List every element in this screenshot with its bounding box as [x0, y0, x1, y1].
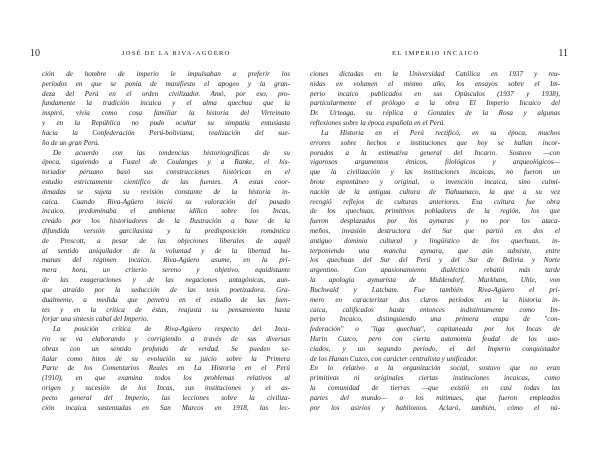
text-line: (1910), en que examina todos los problemas relativos al — [42, 374, 290, 383]
text-line: la comunidad de tierras —que existió en casi todas las — [310, 384, 560, 392]
text-line: argentino. Con apasionamiento dialéctico rebatió más tarde — [310, 266, 560, 275]
text-line: nación de la antigua cultura de Tiahuanaco, la que a su vez — [310, 187, 560, 196]
text-line: fundamente la tradición incaica y el alma quechua que la — [42, 99, 290, 108]
text-line: antiguo dominio cultural y lingüístico de los quechuas, in- — [310, 236, 560, 245]
left-page-number: 10 — [30, 48, 40, 59]
text-line: errores sobre hechos e instituciones que hoy se hallan incor- — [310, 138, 560, 147]
text-line: ciones dictadas en la Universidad Católica en 1937 y reu- — [310, 70, 560, 78]
text-line: federación" o "liga quechua", capitaneada por los Incas de — [310, 325, 560, 334]
text-line: de Prescott, a pesar de las objeciones liberales de aquél — [42, 236, 290, 245]
text-line: los quechuas del Sur del Perú y del Sur de Bolivia y Norte — [310, 256, 560, 265]
right-page — [310, 0, 568, 413]
text-line: hacia la Confederación Perú-boliviana, realización del sue- — [42, 128, 290, 137]
text-line: En lo relativo a la organización social, sostuvo que no eran — [310, 364, 560, 373]
text-line: denadas se sujeta su revisión constante de la historia in- — [42, 187, 290, 196]
text-line: de las exageraciones y de las negaciones antagónicas, aun- — [42, 276, 290, 285]
text-line: brote espontáneo y original, o invención incaica, sino culmi- — [310, 177, 560, 186]
text-line: Buchwald y Latcham. Fue también Riva-Agüero el pri- — [310, 285, 560, 294]
text-line: pecto general del Imperio, las lecciones sobre la civiliza- — [42, 393, 290, 402]
text-line: terponiendo una mancha aymara, que aún subsiste, entre — [310, 246, 560, 255]
text-line: ño de un gran Perú. — [42, 138, 100, 147]
text-line: manas del régimen incaico. Riva-Agüero asume, en la pri- — [42, 256, 290, 265]
text-line: difundida versión garcilasista y la predisposición romántica — [42, 227, 290, 235]
text-line: de los quechuas, primitivos pobladores de la región, los que — [310, 207, 560, 216]
text-line: la apología aymarista de Middendorf, Markham, Uhle, von — [310, 276, 560, 285]
text-line: períodos en que se ponía de manifiesto el apogeo y la gran- — [42, 79, 290, 88]
text-line: ñalar como hitos de su evolución su juicio sobre la Primera — [42, 354, 290, 363]
left-running-head — [30, 48, 290, 60]
text-line: época, siguiendo a Fustel de Coulanges y a Ranke, el his- — [42, 158, 290, 167]
text-line: toriador peruano basó sus construcciones históricas en el — [42, 168, 290, 177]
text-line: incaico, predominaba el ambiente idílico sobre los Incas, — [42, 207, 290, 216]
text-line: Dr. Urteaga, su réplica a Gonzales de la Rosa y algunas — [310, 109, 560, 118]
text-line: reflexiones sobre la época española en el Perú. — [310, 119, 446, 128]
text-line: fueron desplazados por los aymaras y no por los ataca- — [310, 217, 560, 226]
text-line: perio Incaico, distinguiendo una primera etapa de "con- — [310, 315, 560, 324]
text-line: De acuerdo con las tendencias historiográficas de su — [53, 148, 290, 157]
text-line: vigorosos argumentos étnicos, filológicos y arqueológicos— — [310, 158, 560, 167]
text-line: y en la República no pudo ocultar su simpatía entusiasta — [42, 119, 290, 128]
text-line: inspiró, vivía como cosa familiar la historia del Virreinato — [42, 109, 290, 118]
text-line: estudio estrictamente científico de las fuentes. A estas coor- — [42, 177, 290, 186]
text-line: al sentido aniquilador de la voluntad y de la libertad hu- — [42, 246, 290, 255]
text-line: caica, calificados hasta entonces indistintamente como Im- — [310, 305, 560, 314]
text-line: dualmente, a medida que penetra en el estudio de las fuen- — [42, 295, 290, 304]
text-line: que atraído por la seducción de las tesis poetizadora. Gra- — [42, 285, 290, 294]
right-running-title: EL IMPERIO INCAICO — [392, 50, 480, 57]
text-line: mero en caracterizar dos claros períodos en la historia in- — [310, 295, 560, 304]
text-line: Parte de los Comentarios Reales en La Historia en el Perú — [42, 364, 290, 373]
text-line: ción incaica sustentadas en San Marcos en 1918, las lec- — [42, 403, 290, 412]
text-line: primitivas ni originales ciertas instituciones incaicas, como — [310, 374, 560, 383]
text-line: por los asirios y babilonios. Aclaró, también, cómo el nú- — [310, 403, 560, 412]
right-page-number: 11 — [558, 48, 568, 59]
text-line: meños, invasión destructora del Sur que partió en dos el — [310, 227, 560, 235]
text-line: recogió reflejos de culturas anteriores. Esa cultura fue obra — [310, 197, 560, 206]
text-line: porados a la estimativa general del Incario. Sostuvo —con — [310, 148, 560, 157]
text-line: origen y sucesión de los Incas, sus instituciones y el as- — [42, 384, 290, 392]
text-line: mera hora, un criterio sereno y objetivo, equidistante — [42, 266, 290, 275]
text-line: La Historia en el Perú rectificó, en su época, muchos — [321, 128, 560, 137]
text-line: particularmente el prólogo a la obra El Imperio Incaico del — [310, 99, 560, 108]
text-line: perio incaico publicados en sus Opúsculos (1937 y 1938), — [310, 89, 560, 98]
text-line: nidas en volumen el mismo año, los ensayos sobre el Im- — [310, 79, 560, 88]
text-line: caica. Cuando Riva-Agüero inició su valoración del pasado — [42, 197, 290, 206]
right-running-head — [310, 48, 568, 60]
text-line: Hurin Cuzco, pero con cierta autonomía feudal de los aso- — [310, 334, 560, 343]
text-line: ción de hombre de imperio le impulsaban a preferir los — [42, 70, 290, 78]
text-line: obras con un sentido profundo de verdad. Se pueden se- — [42, 344, 290, 353]
text-line: partes del mundo— o los mitimaes, que fueron empleados — [310, 393, 560, 402]
text-line: ciados, y un segundo período, el del Imperio conquistador — [310, 344, 560, 353]
text-line: de los Hanan Cuzco, con carácter centralista y unificador. — [310, 354, 478, 363]
text-line: rio se va elaborando y corrigiendo a través de sus diversas — [42, 334, 290, 343]
text-line: tes y en la crítica de éstas, reajusta su pensamiento hasta — [42, 305, 290, 314]
text-line: que la civilización y las instituciones incaicas, no fueron un — [310, 168, 560, 177]
text-line: forjar una síntesis cabal del Imperio. — [42, 315, 149, 324]
left-page — [30, 0, 290, 413]
text-line: creado por los historiadores de la Ilustración a base de la — [42, 217, 290, 226]
left-page-body — [42, 70, 290, 413]
text-line: deza del Perú en el orden civilizador. Amó, por eso, pro- — [42, 89, 290, 98]
left-running-title: JOSÉ DE LA RIVA-AGÜERO — [122, 50, 231, 57]
right-page-body — [310, 70, 560, 413]
text-line: La posición crítica de Riva-Agüero respecto del Inca- — [53, 325, 290, 334]
